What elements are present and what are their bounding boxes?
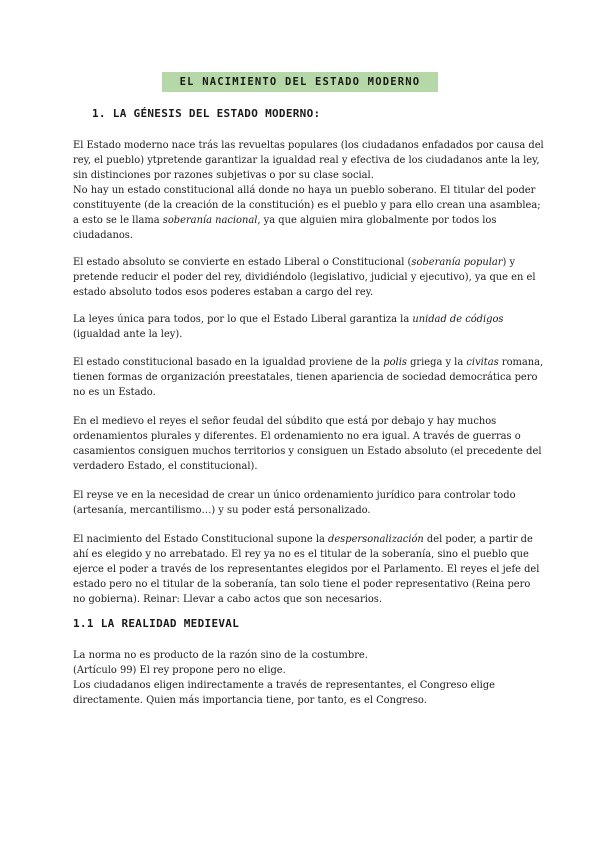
- emphasis-soberania-popular: soberanía popular: [411, 257, 503, 268]
- emphasis-unidad-de-codigos: unidad de códigos: [412, 314, 504, 325]
- text-line: sin distinciones por razones subjetivas o por su clase social.: [73, 170, 374, 181]
- text-line: ordenamientos plurales y diferentes. El ordenamiento no era igual. A través de guerras o: [73, 431, 521, 442]
- text-line: [73, 255, 533, 270]
- paragraph-7: [73, 532, 540, 607]
- text-line: constituyente (de la creación de la constitución) es el pueblo y para ello crean una asamblea;: [73, 200, 541, 211]
- text-line: La norma no es producto de la razón sino de la costumbre.: [73, 650, 368, 661]
- paragraph-3: [73, 312, 533, 342]
- emphasis-civitas: civitas: [466, 357, 499, 368]
- text-line: El Estado moderno nace trás las revueltas populares (los ciudadanos enfadados por causa del: [73, 140, 544, 151]
- document-title: EL NACIMIENTO DEL ESTADO MODERNO: [162, 72, 438, 92]
- text-line: estado absoluto todos esos poderes estaban a cargo del rey.: [73, 287, 374, 298]
- text-run: , ya que alguien mira globalmente por todos los: [257, 215, 497, 226]
- text-line: [73, 213, 533, 228]
- text-line: rey, el pueblo) ytpretende garantizar la igualdad real y efectiva de los ciudadanos ante la ley,: [73, 155, 540, 166]
- text-run: griega y la: [406, 357, 467, 368]
- text-line: pretende reducir el poder del rey, dividiéndolo (legislativo, judicial y ejecutivo), ya que en el: [73, 272, 536, 283]
- text-line: El reyse ve en la necesidad de crear un único ordenamiento jurídico para controlar todo: [73, 490, 516, 501]
- text-line: [73, 532, 533, 547]
- text-run: El estado constitucional basado en la igualdad proviene de la: [73, 357, 384, 368]
- text-line: estado pero no el titular de la soberanía, tan solo tiene el poder representativo (Reina pero: [73, 579, 531, 590]
- text-line: no gobierna). Reinar: Llevar a cabo actos que son necesarios.: [73, 594, 383, 605]
- text-run: del poder, a partir de: [423, 534, 533, 545]
- text-run: La leyes única para todos, por lo que el Estado Liberal garantiza la: [73, 314, 413, 325]
- emphasis-despersonalizacion: despersonalización: [328, 534, 424, 545]
- emphasis-soberania-nacional: soberanía nacional: [162, 215, 258, 226]
- text-line: no es un Estado.: [73, 387, 156, 398]
- paragraph-2: [73, 255, 536, 300]
- text-line: casamientos consiguen muchos territorios y consiguen un Estado absoluto (el precedente del: [73, 446, 542, 457]
- text-run: romana,: [498, 357, 544, 368]
- text-line: directamente. Quien más importancia tiene, por tanto, es el Congreso.: [73, 695, 427, 706]
- text-line: Los ciudadanos eligen indirectamente a través de representantes, el Congreso elige: [73, 680, 495, 691]
- text-line: tienen formas de organización preestatales, tienen apariencia de sociedad democrática pero: [73, 372, 538, 383]
- paragraph-6: [73, 488, 533, 518]
- paragraph-1: [73, 138, 544, 243]
- text-line: No hay un estado constitucional allá donde no haya un pueblo soberano. El titular del poder: [73, 185, 536, 196]
- text-line: verdadero Estado, el constitucional).: [73, 461, 258, 472]
- paragraph-4: [73, 355, 544, 400]
- text-run: ) y: [502, 257, 516, 268]
- text-line: (artesanía, mercantilismo…) y su poder está personalizado.: [73, 505, 371, 516]
- text-run: El nacimiento del Estado Constitucional supone la: [73, 534, 329, 545]
- section-heading-genesis: 1. LA GÉNESIS DEL ESTADO MODERNO:: [92, 107, 321, 120]
- text-run: a esto se le llama: [73, 215, 163, 226]
- emphasis-polis: polis: [383, 357, 407, 368]
- text-line: [73, 312, 533, 327]
- text-line: ahí es elegido y no arrebatado. El rey ya no es el titular de la soberanía, sino el pueblo que: [73, 549, 529, 560]
- section-heading-realidad-medieval: 1.1 LA REALIDAD MEDIEVAL: [73, 617, 240, 630]
- paragraph-5: [73, 414, 542, 474]
- paragraph-8: [73, 648, 533, 708]
- text-line: [73, 355, 544, 370]
- text-line: (igualdad ante la ley).: [73, 329, 183, 340]
- text-line: (Artículo 99) El rey propone pero no elige.: [73, 665, 286, 676]
- text-run: El estado absoluto se convierte en estado Liberal o Constitucional (: [73, 257, 412, 268]
- text-line: En el medievo el reyes el señor feudal del súbdito que está por debajo y hay muchos: [73, 416, 497, 427]
- text-line: ejerce el poder a través de los representantes elegidos por el Parlamento. El reyes el jefe del: [73, 564, 540, 575]
- text-line: ciudadanos.: [73, 230, 133, 241]
